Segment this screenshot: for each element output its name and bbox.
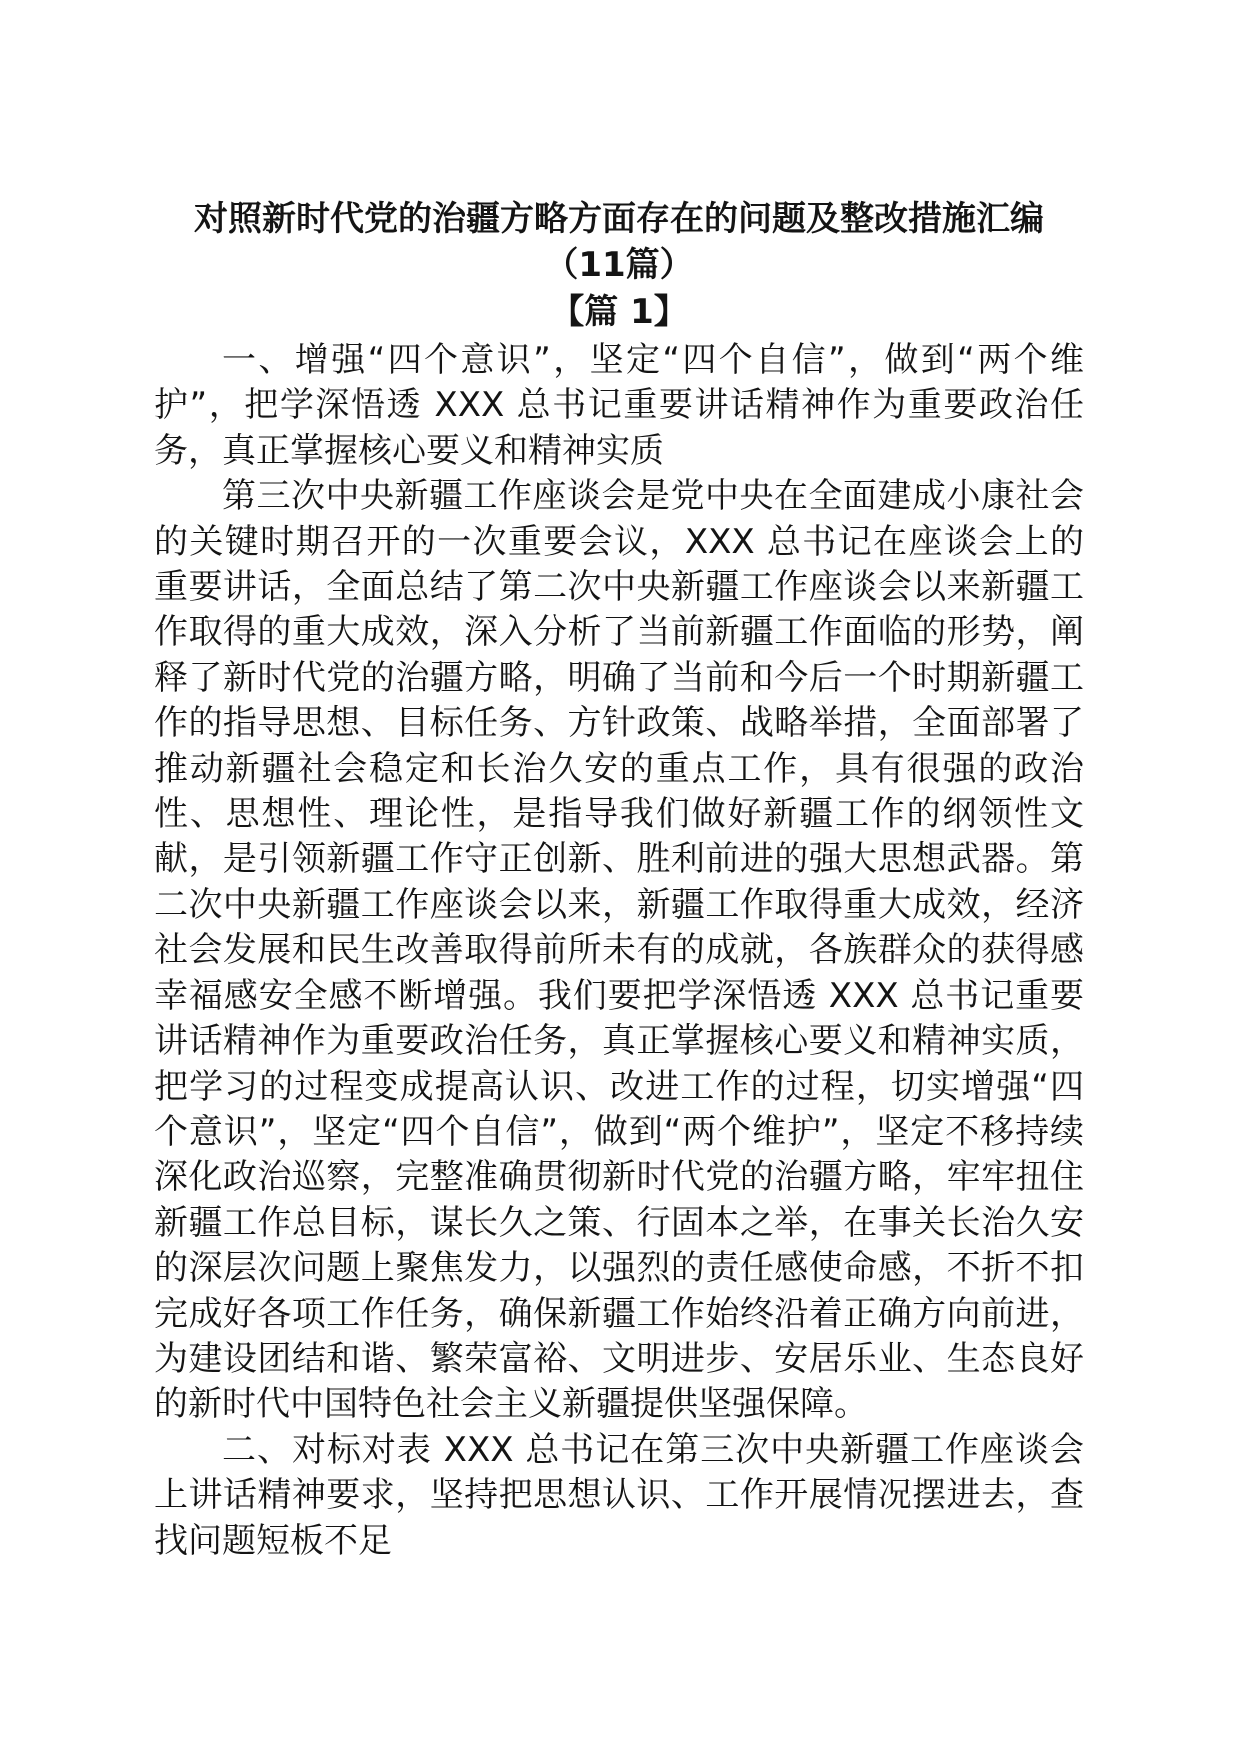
- document-subtitle: （11篇）: [544, 245, 694, 285]
- document-page: [154, 196, 1084, 1564]
- paragraph-heading-2: 二、对标对表 XXX 总书记在第三次中央新疆工作座谈会上讲话精神要求，坚持把思想认识、工作开展情况摆进去，查找问题短板不足: [154, 1429, 1084, 1561]
- document-title: 对照新时代党的治疆方略方面存在的问题及整改措施汇编: [194, 199, 1044, 239]
- paragraph-body: 第三次中央新疆工作座谈会是党中央在全面建成小康社会的关键时期召开的一次重要会议，XXX 总书记在座谈会上的重要讲话，全面总结了第二次中央新疆工作座谈会以来新疆工作取得的重大成效，深入分析了当前新疆工作面临的形势，阐释了新时代党的治疆方略，明确了当前和今后一个时期新疆工作的指导思想、目标任务、方针政策、战略举措，全面部署了推动新疆社会稳定和长治久安的重点工作，具有很强的政治性、思想性、理论性，是指导我们做好新疆工作的纲领性文献，是引领新疆工作守正创新、胜利前进的强大思想武器。第二次中央新疆工作座谈会以来，新疆工作取得重大成效，经济社会发展和民生改善取得前所未有的成就，各族群众的获得感幸福感安全感不断增强。我们要把学深悟透 XXX 总书记重要讲话精神作为重要政治任务，真正掌握核心要义和精神实质，把学习的过程变成提高认识、改进工作的过程，切实增强“四个意识”，坚定“四个自信”，做到“两个维护”，坚定不移持续深化政治巡察，完整准确贯彻新时代党的治疆方略，牢牢扭住新疆工作总目标，谋长久之策、行固本之举，在事关长治久安的深层次问题上聚焦发力，以强烈的责任感使命感，不折不扣完成好各项工作任务，确保新疆工作始终沿着正确方向前进，为建设团结和谐、繁荣富裕、文明进步、安居乐业、生态良好的新时代中国特色社会主义新疆提供坚强保障。: [154, 476, 1084, 1425]
- section-heading: 【篇 1】: [550, 292, 688, 332]
- paragraph-heading-1: 一、增强“四个意识”，坚定“四个自信”，做到“两个维护”，把学深悟透 XXX 总书记重要讲话精神作为重要政治任务，真正掌握核心要义和精神实质: [154, 340, 1084, 471]
